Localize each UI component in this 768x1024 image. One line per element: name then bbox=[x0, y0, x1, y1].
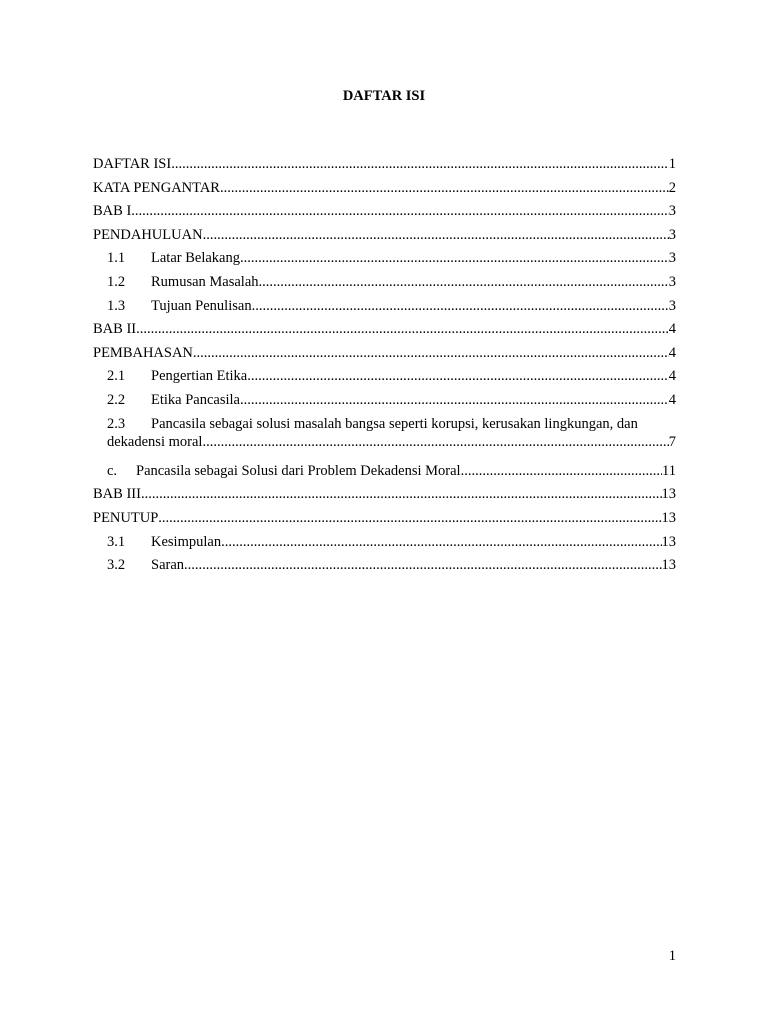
toc-dot-leader bbox=[158, 509, 661, 527]
toc-entry[interactable] bbox=[93, 533, 676, 557]
toc-dot-leader bbox=[184, 556, 661, 574]
toc-entry-page: 1 bbox=[668, 156, 676, 172]
toc-entry[interactable] bbox=[93, 462, 676, 486]
toc-dot-leader bbox=[461, 462, 662, 480]
toc-dot-leader bbox=[259, 273, 669, 291]
toc-entry[interactable] bbox=[93, 391, 676, 415]
toc-entry-title: Pancasila sebagai solusi masalah bangsa seperti korupsi, kerusakan lingkungan, dan bbox=[151, 415, 638, 432]
toc-entry-page: 13 bbox=[661, 557, 676, 574]
toc-entry-number: 3.2 bbox=[107, 557, 126, 574]
toc-entry-page: 13 bbox=[661, 533, 676, 550]
toc-entry-title: Pengertian Etika bbox=[151, 368, 248, 385]
toc-entry-number: 2.1 bbox=[107, 368, 126, 385]
toc-entry-number: 1.2 bbox=[107, 273, 126, 290]
toc-entry-page: 4 bbox=[668, 321, 676, 338]
toc-entry-page: 7 bbox=[668, 433, 676, 450]
toc-dot-leader bbox=[240, 249, 669, 267]
toc-dot-leader bbox=[247, 367, 669, 385]
toc-dot-leader bbox=[202, 433, 668, 451]
toc-entry-number: c. bbox=[107, 462, 118, 479]
toc-entry-title: BAB II bbox=[93, 321, 137, 338]
toc-entry[interactable] bbox=[93, 249, 676, 273]
toc-entry[interactable] bbox=[93, 344, 676, 368]
toc-entry-title: BAB I bbox=[93, 203, 132, 220]
toc-entry-page: 2 bbox=[668, 179, 676, 196]
toc-entry-title: Etika Pancasila bbox=[151, 391, 240, 408]
toc-entry-page: 4 bbox=[668, 344, 676, 361]
toc-entry[interactable] bbox=[93, 485, 676, 509]
toc-entry-title: PENDAHULUAN bbox=[93, 226, 203, 243]
toc-entry-number: 1.3 bbox=[107, 297, 126, 314]
toc-entry-title: BAB III bbox=[93, 486, 141, 503]
toc-entry-page: 4 bbox=[668, 368, 676, 385]
toc-entry[interactable] bbox=[93, 367, 676, 391]
toc-dot-leader bbox=[252, 297, 669, 315]
toc-dot-leader bbox=[136, 320, 669, 338]
toc-entry-number: 2.3 bbox=[107, 415, 126, 432]
toc-entry-page: 3 bbox=[668, 226, 676, 243]
toc-dot-leader bbox=[220, 179, 669, 197]
toc-dot-leader bbox=[171, 155, 669, 173]
toc-entry-page: 3 bbox=[668, 250, 676, 267]
toc-dot-leader bbox=[193, 344, 669, 362]
toc-entry-title: Tujuan Penulisan bbox=[151, 297, 252, 314]
toc-entry-title: Latar Belakang bbox=[151, 250, 240, 267]
toc-entry[interactable] bbox=[93, 509, 676, 533]
toc-entry[interactable] bbox=[93, 297, 676, 321]
page-number: 1 bbox=[668, 948, 676, 964]
toc-entry-title: Saran bbox=[151, 557, 185, 574]
toc-entry-title: PENUTUP bbox=[93, 510, 159, 527]
toc-entry-page: 13 bbox=[661, 510, 676, 527]
toc-entry[interactable] bbox=[93, 226, 676, 250]
toc-entry-title: PEMBAHASAN bbox=[93, 344, 193, 361]
toc-entry[interactable] bbox=[93, 273, 676, 297]
toc-entry-title: Rumusan Masalah bbox=[151, 273, 259, 290]
toc-entry-page: 4 bbox=[668, 391, 676, 408]
toc-dot-leader bbox=[203, 226, 669, 244]
toc-entry-page: 11 bbox=[662, 462, 676, 479]
toc-entry[interactable] bbox=[93, 155, 676, 179]
toc-dot-leader bbox=[221, 533, 661, 551]
toc-entry-number: 3.1 bbox=[107, 533, 126, 550]
toc-entry[interactable] bbox=[93, 202, 676, 226]
toc-entry-title: DAFTAR ISI bbox=[93, 156, 172, 172]
toc-entry-title: KATA PENGANTAR bbox=[93, 179, 220, 196]
toc-entry-page: 3 bbox=[668, 203, 676, 220]
toc-entry-page: 13 bbox=[661, 486, 676, 503]
toc-dot-leader bbox=[141, 485, 662, 503]
toc-entry[interactable] bbox=[93, 179, 676, 203]
table-of-contents bbox=[93, 155, 676, 580]
toc-entry-title: Kesimpulan bbox=[151, 533, 222, 550]
toc-entry-number: 2.2 bbox=[107, 391, 126, 408]
toc-entry[interactable] bbox=[93, 556, 676, 580]
toc-entry-title: Pancasila sebagai Solusi dari Problem Dekadensi Moral bbox=[136, 462, 461, 479]
toc-entry-title-continued: dekadensi moral bbox=[107, 433, 203, 450]
toc-entry-page: 3 bbox=[668, 297, 676, 314]
toc-entry[interactable] bbox=[93, 320, 676, 344]
toc-dot-leader bbox=[131, 202, 668, 220]
toc-entry-number: 1.1 bbox=[107, 250, 126, 267]
toc-entry-page: 3 bbox=[668, 273, 676, 290]
toc-dot-leader bbox=[240, 391, 669, 409]
page-title: DAFTAR ISI bbox=[342, 88, 426, 104]
toc-entry[interactable] bbox=[93, 415, 676, 462]
